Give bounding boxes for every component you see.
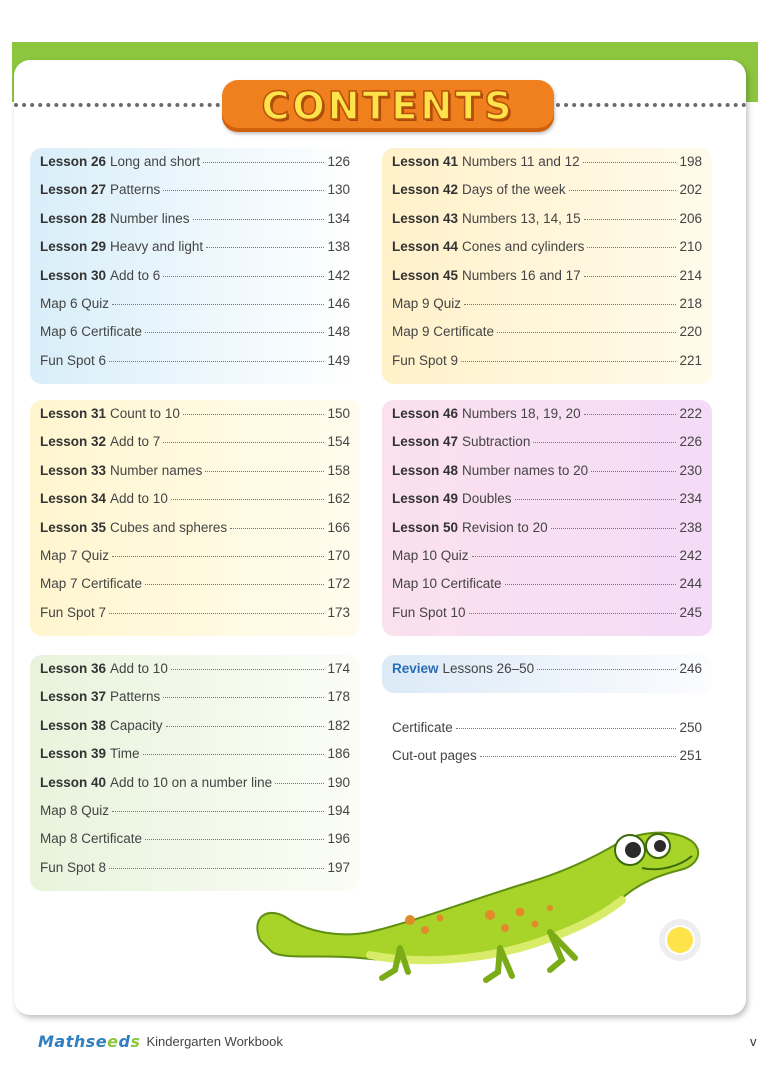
dot-leader	[109, 361, 324, 362]
entry-text: Map 9 Certificate	[392, 324, 495, 340]
toc-entry[interactable]	[392, 324, 702, 352]
lesson-label: Lesson 35	[40, 519, 107, 535]
page-number: 197	[327, 859, 350, 875]
page-number: 190	[327, 774, 350, 790]
dot-leader	[143, 754, 325, 755]
lesson-label: Lesson 44	[392, 239, 459, 255]
entry-text: Add to 10	[110, 661, 168, 676]
entry-text: Add to 7	[110, 434, 161, 450]
page-number: 126	[327, 154, 350, 169]
toc-entry[interactable]	[40, 520, 350, 548]
page-number: 238	[679, 519, 702, 535]
toc-entry[interactable]	[40, 239, 350, 267]
footer	[38, 1032, 283, 1051]
toc-entry[interactable]	[392, 491, 702, 519]
lesson-label: Lesson 36	[40, 661, 107, 676]
page-number: 174	[327, 661, 350, 676]
page-number: 138	[327, 239, 350, 255]
dot-leader	[456, 728, 677, 729]
lesson-label: Lesson 37	[40, 689, 107, 705]
extras-list	[382, 714, 712, 774]
entry-text: Count to 10	[110, 406, 180, 421]
toc-entry[interactable]	[40, 324, 350, 352]
page-number: 166	[327, 519, 350, 535]
lesson-label: Lesson 31	[40, 406, 107, 421]
dot-leader	[591, 471, 676, 472]
dot-leader	[551, 528, 677, 529]
lesson-label: Lesson 42	[392, 182, 459, 198]
dot-leader	[584, 219, 677, 220]
lesson-label: Lesson 41	[392, 154, 459, 169]
toc-entry[interactable]	[40, 605, 350, 633]
page-number: 149	[327, 352, 350, 368]
dot-leader	[587, 247, 676, 248]
dot-leader	[193, 219, 325, 220]
toc-entry[interactable]	[40, 718, 350, 746]
toc-entry[interactable]	[40, 268, 350, 296]
page-number: 245	[679, 604, 702, 620]
toc-entry[interactable]	[392, 211, 702, 239]
toc-entry[interactable]	[40, 463, 350, 491]
toc-entry[interactable]	[40, 154, 350, 182]
entry-text: Capacity	[110, 717, 163, 733]
page-number: 194	[327, 802, 350, 818]
toc-entry[interactable]	[392, 268, 702, 296]
toc-entry[interactable]	[392, 605, 702, 633]
dot-leader	[584, 414, 677, 415]
entry-text: Numbers 11 and 12	[462, 154, 580, 169]
lesson-label: Lesson 40	[40, 774, 107, 790]
toc-box	[382, 400, 712, 636]
entry-text: Map 6 Certificate	[40, 324, 143, 340]
toc-box	[382, 148, 712, 384]
lesson-label: Lesson 43	[392, 210, 459, 226]
lesson-label: Lesson 38	[40, 717, 107, 733]
lesson-label: Lesson 30	[40, 267, 107, 283]
page-number: 162	[327, 491, 350, 507]
review-text: Lessons 26–50	[442, 661, 535, 676]
review-label: Review	[392, 661, 439, 676]
lesson-label: Lesson 45	[392, 267, 459, 283]
lesson-label: Lesson 27	[40, 182, 107, 198]
dot-leader	[537, 669, 676, 670]
page-number: 244	[679, 576, 702, 592]
dot-leader	[583, 162, 677, 163]
dot-leader	[533, 442, 676, 443]
dot-leader	[112, 304, 324, 305]
dot-leader	[163, 190, 324, 191]
page-number: 222	[679, 406, 702, 421]
page-number: 142	[327, 267, 350, 283]
toc-entry[interactable]	[40, 353, 350, 381]
page-number: 182	[327, 717, 350, 733]
review-box	[382, 655, 712, 693]
toc-box	[30, 400, 360, 636]
entry-text: Cut-out pages	[392, 748, 477, 764]
dot-leader	[472, 556, 677, 557]
toc-entry[interactable]	[40, 434, 350, 462]
page-number: 206	[679, 210, 702, 226]
toc-entry[interactable]	[392, 576, 702, 604]
toc-entry[interactable]	[392, 748, 702, 776]
toc-entry[interactable]	[40, 661, 350, 689]
dot-leader	[163, 697, 324, 698]
page-number: 220	[679, 324, 702, 340]
page-number: 170	[327, 547, 350, 563]
lesson-label: Lesson 26	[40, 154, 107, 169]
toc-entry[interactable]	[40, 296, 350, 324]
entry-text: Subtraction	[462, 434, 531, 450]
entry-text: Cubes and spheres	[110, 519, 228, 535]
page-number: 210	[679, 239, 702, 255]
lesson-label: Lesson 48	[392, 462, 459, 478]
entry-text: Revision to 20	[462, 519, 548, 535]
entry-text: Numbers 18, 19, 20	[462, 406, 581, 421]
toc-entry[interactable]	[392, 434, 702, 462]
entry-text: Map 8 Quiz	[40, 802, 110, 818]
lesson-label: Lesson 34	[40, 491, 107, 507]
lesson-label: Lesson 28	[40, 210, 107, 226]
dot-leader	[163, 442, 324, 443]
page-title: CONTENTS	[261, 84, 515, 128]
dot-leader	[145, 584, 324, 585]
page-number: 234	[679, 491, 702, 507]
dot-leader	[109, 613, 324, 614]
dot-leader	[515, 499, 677, 500]
page-number: 221	[679, 352, 702, 368]
toc-entry[interactable]	[40, 775, 350, 803]
dot-leader	[171, 499, 325, 500]
entry-text: Add to 10 on a number line	[110, 774, 273, 790]
entry-text: Number lines	[110, 210, 190, 226]
mathseeds-logo: Mathseeds	[38, 1032, 141, 1051]
page-number: 230	[679, 462, 702, 478]
entry-text: Days of the week	[462, 182, 566, 198]
entry-text: Fun Spot 9	[392, 352, 459, 368]
page-number: 134	[327, 210, 350, 226]
lesson-label: Lesson 50	[392, 519, 459, 535]
dot-leader	[145, 332, 324, 333]
dot-leader	[464, 304, 676, 305]
title-dots-left	[14, 103, 220, 107]
page-number: 246	[679, 661, 702, 676]
dot-leader	[275, 783, 324, 784]
entry-text: Map 7 Certificate	[40, 576, 143, 592]
entry-text: Map 8 Certificate	[40, 831, 143, 847]
toc-entry[interactable]	[392, 353, 702, 381]
entry-text: Long and short	[110, 154, 201, 169]
entry-text: Map 7 Quiz	[40, 547, 110, 563]
page-number: 186	[327, 746, 350, 762]
toc-entry[interactable]	[40, 548, 350, 576]
toc-entry[interactable]	[392, 463, 702, 491]
page-number: 130	[327, 182, 350, 198]
page-number: 154	[327, 434, 350, 450]
dot-leader	[171, 669, 325, 670]
title-dots-right	[556, 103, 746, 107]
dot-leader	[569, 190, 677, 191]
entry-text: Numbers 13, 14, 15	[462, 210, 581, 226]
page-number: 218	[679, 295, 702, 311]
gecko-illustration	[250, 820, 720, 990]
entry-text: Map 10 Certificate	[392, 576, 502, 592]
toc-entry[interactable]	[392, 548, 702, 576]
toc-entry[interactable]	[392, 720, 702, 748]
toc-box	[30, 148, 360, 384]
page-number: 146	[327, 295, 350, 311]
entry-text: Time	[110, 746, 140, 762]
entry-text: Map 10 Quiz	[392, 547, 469, 563]
lesson-label: Lesson 46	[392, 406, 459, 421]
lesson-label: Lesson 29	[40, 239, 107, 255]
book-title: Kindergarten Workbook	[146, 1034, 283, 1049]
toc-entry[interactable]	[392, 182, 702, 210]
toc-entry[interactable]	[40, 576, 350, 604]
toc-entry[interactable]	[392, 520, 702, 548]
title-banner	[222, 80, 554, 132]
page-number: 148	[327, 324, 350, 340]
entry-text: Fun Spot 10	[392, 604, 466, 620]
lesson-label: Lesson 49	[392, 491, 459, 507]
page-number: 158	[327, 462, 350, 478]
dot-leader	[497, 332, 676, 333]
page-number-footer: v	[750, 1034, 757, 1049]
entry-text: Fun Spot 6	[40, 352, 107, 368]
page-number: 150	[327, 406, 350, 421]
page-number: 173	[327, 604, 350, 620]
toc-entry[interactable]	[40, 406, 350, 434]
page-number: 202	[679, 182, 702, 198]
dot-leader	[461, 361, 676, 362]
dot-leader	[205, 471, 324, 472]
review-entry[interactable]	[392, 661, 702, 689]
entry-text: Cones and cylinders	[462, 239, 585, 255]
page-number: 178	[327, 689, 350, 705]
entry-text: Add to 6	[110, 267, 161, 283]
entry-text: Patterns	[110, 182, 161, 198]
toc-entry[interactable]	[392, 296, 702, 324]
entry-text: Map 6 Quiz	[40, 295, 110, 311]
toc-entry[interactable]	[40, 689, 350, 717]
dot-leader	[183, 414, 325, 415]
entry-text: Number names to 20	[462, 462, 589, 478]
dot-leader	[584, 276, 677, 277]
toc-entry[interactable]	[392, 239, 702, 267]
entry-text: Add to 10	[110, 491, 168, 507]
lesson-label: Lesson 39	[40, 746, 107, 762]
dot-leader	[480, 756, 677, 757]
lesson-label: Lesson 47	[392, 434, 459, 450]
toc-entry[interactable]	[40, 491, 350, 519]
page-number: 198	[679, 154, 702, 169]
entry-text: Patterns	[110, 689, 161, 705]
dot-leader	[206, 247, 324, 248]
dot-leader	[469, 613, 677, 614]
dot-leader	[203, 162, 324, 163]
entry-text: Numbers 16 and 17	[462, 267, 581, 283]
dot-leader	[505, 584, 677, 585]
dot-leader	[166, 726, 325, 727]
dot-leader	[112, 811, 324, 812]
entry-text: Fun Spot 8	[40, 859, 107, 875]
page-number: 251	[679, 748, 702, 764]
page-number: 214	[679, 267, 702, 283]
entry-text: Map 9 Quiz	[392, 295, 462, 311]
toc-entry[interactable]	[392, 154, 702, 182]
entry-text: Fun Spot 7	[40, 604, 107, 620]
dot-leader	[230, 528, 324, 529]
page-number: 250	[679, 720, 702, 735]
lesson-label: Lesson 33	[40, 462, 107, 478]
dot-leader	[163, 276, 324, 277]
page-number: 172	[327, 576, 350, 592]
page-number: 196	[327, 831, 350, 847]
toc-entry[interactable]	[40, 746, 350, 774]
toc-entry[interactable]	[392, 406, 702, 434]
entry-text: Certificate	[392, 720, 453, 735]
entry-text: Doubles	[462, 491, 512, 507]
toc-entry[interactable]	[40, 182, 350, 210]
lesson-label: Lesson 32	[40, 434, 107, 450]
page-number: 226	[679, 434, 702, 450]
toc-entry[interactable]	[40, 211, 350, 239]
entry-text: Heavy and light	[110, 239, 204, 255]
dot-leader	[112, 556, 324, 557]
entry-text: Number names	[110, 462, 203, 478]
page-number: 242	[679, 547, 702, 563]
